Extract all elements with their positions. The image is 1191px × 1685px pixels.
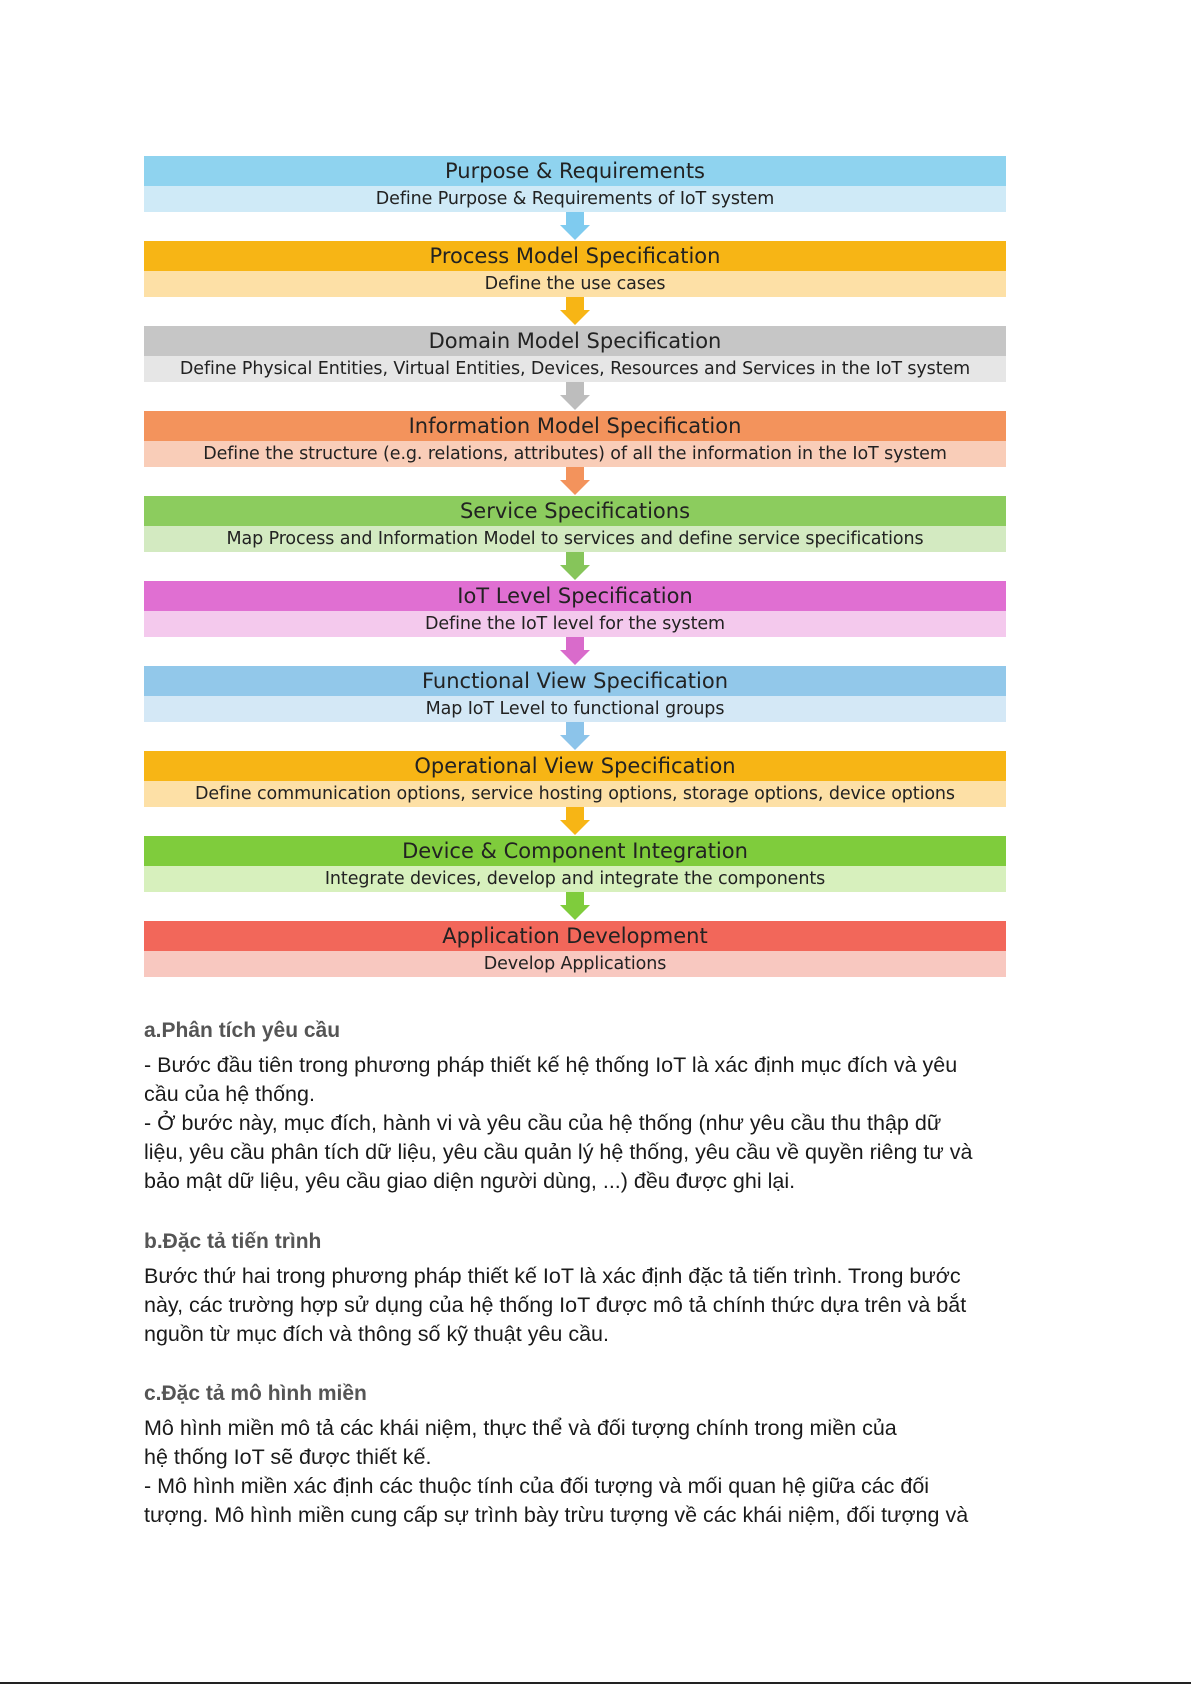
- down-arrow-shaft: [566, 637, 584, 651]
- section-requirements-analysis: [144, 1016, 1014, 1196]
- paragraph-line: này, các trường hợp sử dụng của hệ thống IoT được mô tả chính thức dựa trên và bắt: [144, 1293, 967, 1317]
- down-arrow-icon: [560, 480, 590, 495]
- section-heading: a.Phân tích yêu cầu: [144, 1019, 341, 1042]
- step-purpose-requirements: [144, 156, 1006, 241]
- step-title: Domain Model Specification: [144, 326, 1006, 356]
- section-domain-model-specification: [144, 1379, 1014, 1530]
- down-arrow-icon: [560, 820, 590, 835]
- down-arrow-icon: [560, 650, 590, 665]
- paragraph-line: - Bước đầu tiên trong phương pháp thiết kế hệ thống IoT là xác định mục đích và yêu: [144, 1053, 958, 1077]
- down-arrow-shaft: [566, 467, 584, 481]
- down-arrow-shaft: [566, 892, 584, 906]
- paragraph-line: nguồn từ mục đích và thông số kỹ thuật yêu cầu.: [144, 1322, 609, 1346]
- section-process-specification: [144, 1227, 1014, 1349]
- down-arrow-shaft: [566, 212, 584, 226]
- paragraph-line: - Ở bước này, mục đích, hành vi và yêu cầu của hệ thống (như yêu cầu thu thập dữ: [144, 1111, 942, 1135]
- down-arrow-icon: [560, 225, 590, 240]
- step-application-development: [144, 921, 1006, 1006]
- down-arrow-shaft: [566, 552, 584, 566]
- paragraph-line: - Mô hình miền xác định các thuộc tính của đối tượng và mối quan hệ giữa các đối: [144, 1474, 930, 1498]
- paragraph-line: hệ thống IoT sẽ được thiết kế.: [144, 1445, 432, 1469]
- paragraph-line: tượng. Mô hình miền cung cấp sự trình bày trừu tượng về các khái niệm, đối tượng và: [144, 1503, 969, 1527]
- step-process-model: [144, 241, 1006, 326]
- step-subtitle: Define Physical Entities, Virtual Entities, Devices, Resources and Services in the IoT system: [144, 356, 1006, 382]
- paragraph-line: bảo mật dữ liệu, yêu cầu giao diện người dùng, ...) đều được ghi lại.: [144, 1169, 796, 1193]
- page-bottom-divider: [0, 1682, 1191, 1684]
- paragraph-line: cầu của hệ thống.: [144, 1082, 315, 1106]
- step-information-model: [144, 411, 1006, 496]
- down-arrow-shaft: [566, 297, 584, 311]
- down-arrow-icon: [560, 905, 590, 920]
- step-title: Functional View Specification: [144, 666, 1006, 696]
- step-title: Device & Component Integration: [144, 836, 1006, 866]
- paragraph-line: liệu, yêu cầu phân tích dữ liệu, yêu cầu quản lý hệ thống, yêu cầu về quyền riêng tư và: [144, 1140, 973, 1164]
- step-subtitle: Map Process and Information Model to services and define service specifications: [144, 526, 1006, 552]
- step-title: IoT Level Specification: [144, 581, 1006, 611]
- step-subtitle: Define the structure (e.g. relations, attributes) of all the information in the IoT system: [144, 441, 1006, 467]
- down-arrow-shaft: [566, 722, 584, 736]
- section-heading: c.Đặc tả mô hình miền: [144, 1382, 367, 1405]
- down-arrow-icon: [560, 565, 590, 580]
- iot-design-methodology-diagram: [144, 156, 1006, 1006]
- step-subtitle: Define the use cases: [144, 271, 1006, 297]
- step-functional-view: [144, 666, 1006, 751]
- step-subtitle: Define the IoT level for the system: [144, 611, 1006, 637]
- step-subtitle: Develop Applications: [144, 951, 1006, 977]
- step-subtitle: Define communication options, service hosting options, storage options, device options: [144, 781, 1006, 807]
- down-arrow-icon: [560, 735, 590, 750]
- step-title: Service Specifications: [144, 496, 1006, 526]
- step-title: Process Model Specification: [144, 241, 1006, 271]
- step-domain-model: [144, 326, 1006, 411]
- down-arrow-icon: [560, 395, 590, 410]
- step-title: Information Model Specification: [144, 411, 1006, 441]
- paragraph-line: Mô hình miền mô tả các khái niệm, thực thể và đối tượng chính trong miền của: [144, 1416, 897, 1440]
- step-subtitle: Define Purpose & Requirements of IoT system: [144, 186, 1006, 212]
- paragraph-line: Bước thứ hai trong phương pháp thiết kế IoT là xác định đặc tả tiến trình. Trong bước: [144, 1264, 961, 1288]
- step-title: Application Development: [144, 921, 1006, 951]
- down-arrow-icon: [560, 310, 590, 325]
- step-operational-view: [144, 751, 1006, 836]
- down-arrow-shaft: [566, 382, 584, 396]
- step-device-component-integration: [144, 836, 1006, 921]
- section-heading: b.Đặc tả tiến trình: [144, 1230, 322, 1253]
- down-arrow-shaft: [566, 807, 584, 821]
- step-title: Operational View Specification: [144, 751, 1006, 781]
- step-iot-level: [144, 581, 1006, 666]
- step-service-specifications: [144, 496, 1006, 581]
- step-subtitle: Integrate devices, develop and integrate the components: [144, 866, 1006, 892]
- step-title: Purpose & Requirements: [144, 156, 1006, 186]
- step-subtitle: Map IoT Level to functional groups: [144, 696, 1006, 722]
